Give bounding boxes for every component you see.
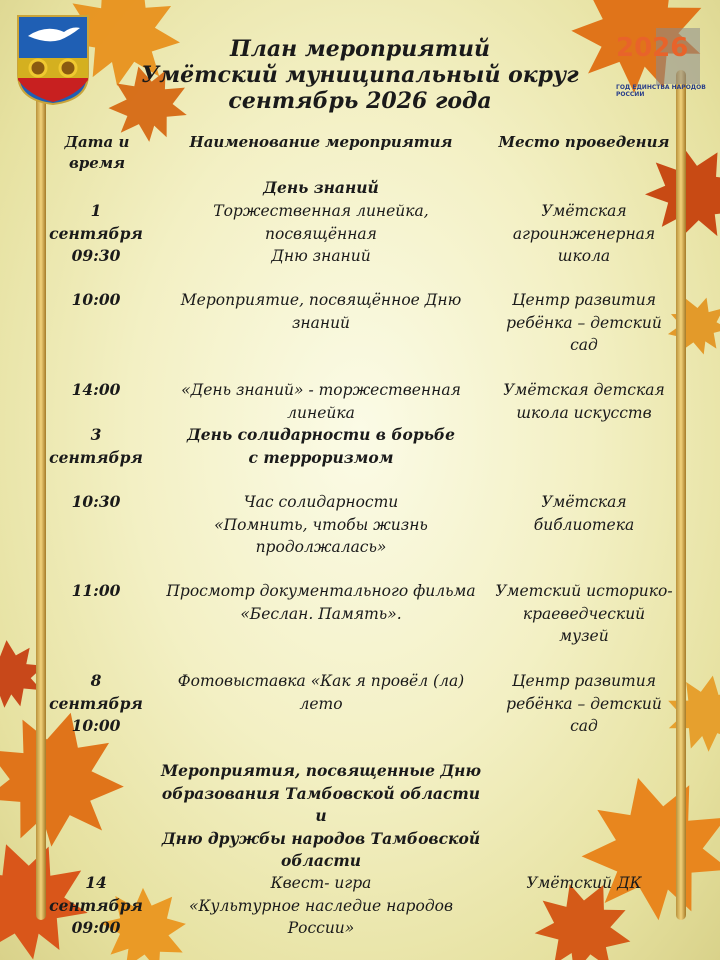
page-title	[130, 36, 590, 114]
event-name: «День знаний» - торжественная линейка	[181, 381, 461, 422]
event-place-line: школа	[557, 247, 611, 265]
event-place-line: сад	[570, 717, 598, 735]
svg-text:2026: 2026	[616, 33, 689, 63]
event-name-line: Просмотр документального фильма	[166, 582, 476, 600]
event-place-line: ребёнка – детский	[506, 313, 662, 332]
event-name-line: продолжалась»	[255, 538, 387, 556]
title-line-1: План мероприятий	[230, 36, 490, 62]
event-name	[155, 491, 487, 559]
event-place-line: агроинженерная	[512, 224, 656, 243]
event-place-line: Центр развития	[511, 291, 656, 309]
event-place-line: Умётская	[541, 202, 627, 220]
event-name	[155, 872, 487, 940]
table-row-date	[40, 872, 152, 940]
section-title-line: образования Тамбовской области и	[161, 783, 481, 825]
event-date: 1 сентября	[49, 201, 143, 243]
event-time: 10:30	[71, 492, 121, 511]
section-title-line: с терроризмом	[248, 447, 394, 467]
title-line-2: Умётский муниципальный округ	[141, 62, 579, 88]
section-title-tambov-region-day	[155, 760, 487, 873]
event-place-line: Умётская детская	[503, 381, 665, 399]
column-header-date: Дата и время	[64, 133, 130, 172]
section-title-line: области	[280, 851, 362, 870]
event-time: 10:00	[71, 716, 121, 735]
event-place-line: ребёнка – детский	[506, 694, 662, 713]
table-row-date	[42, 670, 150, 738]
event-place-line: краеведческий	[522, 604, 646, 623]
event-name-line: «Культурное наследие народов России»	[189, 896, 453, 937]
event-place	[490, 379, 678, 424]
section-title-line: День солидарности в борьбе	[187, 425, 455, 444]
event-name-line: «Помнить, чтобы жизнь	[214, 515, 428, 534]
event-place: Умётская библиотека	[533, 493, 635, 534]
event-place-line: Центр развития	[511, 672, 656, 690]
event-name: Мероприятие, посвящённое Дню знаний	[180, 291, 462, 332]
event-place-line: Уметский историко-	[495, 582, 673, 600]
event-name	[155, 200, 487, 268]
year-of-unity-logo	[612, 24, 712, 110]
column-header-name: Наименование мероприятия	[189, 133, 453, 151]
event-place-line: музей	[559, 627, 609, 645]
event-name	[155, 580, 487, 625]
event-time: 11:00	[71, 581, 121, 600]
section-title-line: Мероприятия, посвященные Дню	[161, 761, 481, 780]
event-name: Фотовыставка «Как я провёл (ла) лето	[177, 672, 465, 713]
event-name-line: Час солидарности	[243, 493, 399, 511]
event-name-line: «Беслан. Память».	[240, 604, 402, 623]
title-line-3: сентябрь 2026 года	[228, 88, 492, 114]
event-time: 09:30	[71, 246, 121, 265]
coat-of-arms-icon	[16, 14, 90, 106]
event-name-line: Квест- игра	[270, 874, 372, 892]
logo-caption: ГОД ЕДИНСТВА НАРОДОВ РОССИИ	[616, 84, 706, 98]
event-place-line: школа искусств	[516, 403, 652, 422]
event-place	[490, 200, 678, 268]
event-date: 14 сентября	[49, 873, 143, 915]
event-place: Умётский ДК	[526, 874, 642, 892]
section-title-solidarity-day	[155, 424, 487, 469]
event-name-line: Дню знаний	[271, 247, 371, 265]
event-place	[490, 670, 678, 738]
event-date: 3 сентября	[49, 425, 143, 467]
event-place	[490, 289, 678, 357]
event-place	[490, 580, 678, 648]
table-row-date	[42, 200, 150, 268]
event-time: 10:00	[71, 290, 121, 309]
event-time: 09:00	[71, 918, 121, 937]
event-time: 14:00	[71, 380, 121, 399]
event-name-line: Торжественная линейка, посвящённая	[213, 202, 429, 243]
event-date: 8 сентября	[49, 671, 143, 713]
section-title-line: Дню дружбы народов Тамбовской	[161, 828, 481, 848]
section-title-knowledge-day: День знаний	[263, 178, 379, 197]
column-header-place: Место проведения	[498, 133, 670, 151]
event-place-line: сад	[570, 336, 598, 354]
